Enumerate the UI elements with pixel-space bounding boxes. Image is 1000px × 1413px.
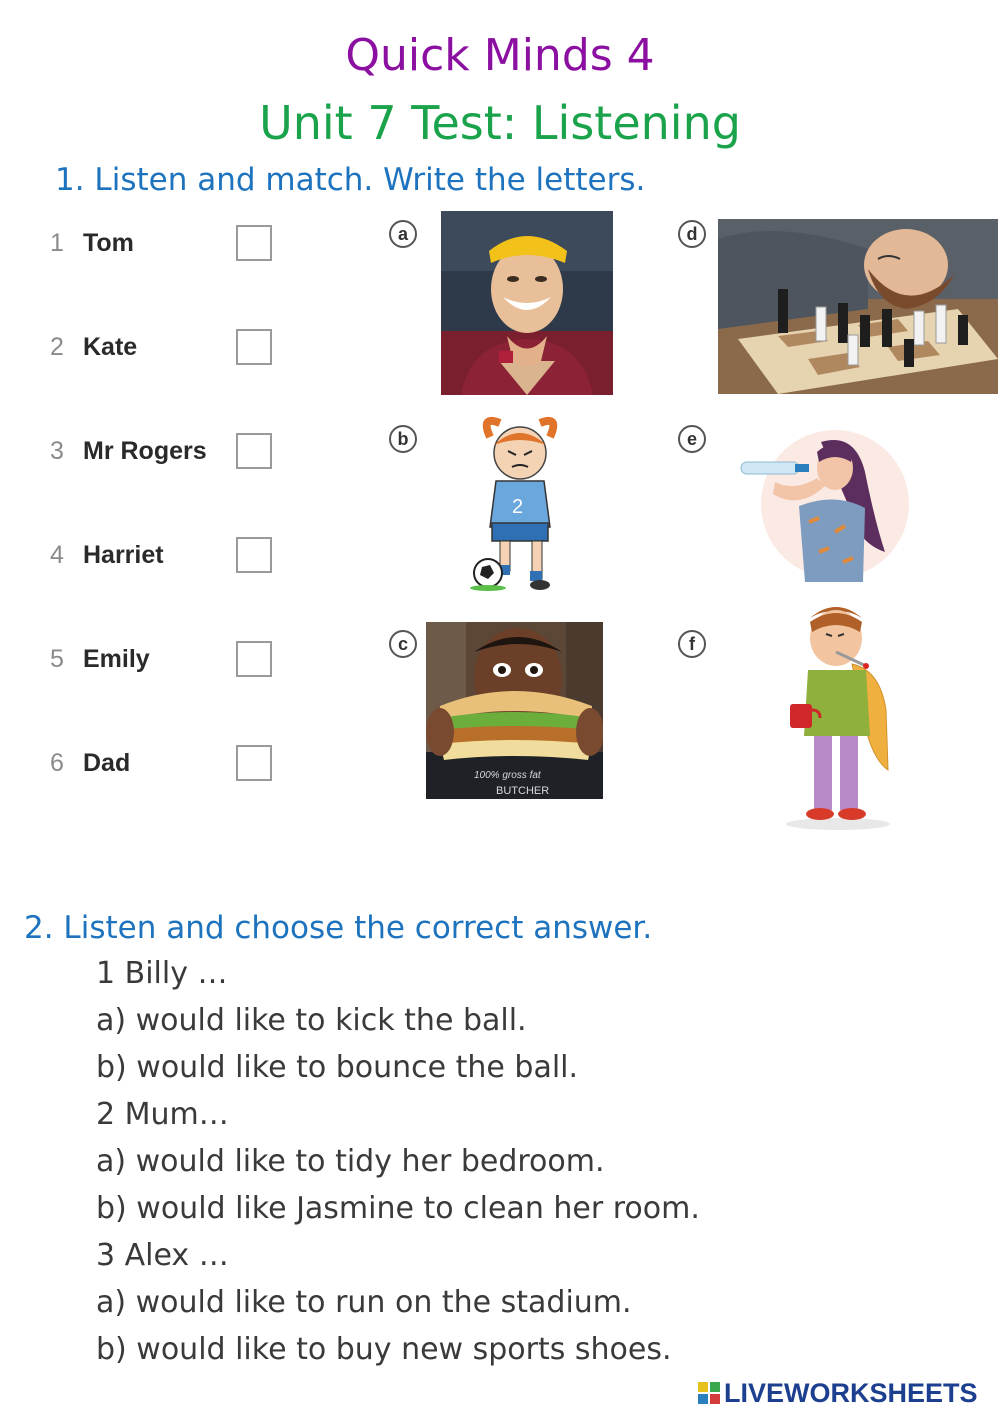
picture-letter-f: f xyxy=(678,630,706,658)
shirt-text: 100% gross fat xyxy=(474,770,541,781)
picture-letter-e: e xyxy=(678,425,706,453)
answer-box-6[interactable] xyxy=(236,745,272,781)
match-row-2 xyxy=(50,329,280,369)
item-number: 4 xyxy=(50,541,64,569)
angry-girl-football-cartoon xyxy=(460,415,580,593)
question-3-option-a[interactable]: a) would like to run on the stadium. xyxy=(96,1285,632,1320)
answer-box-1[interactable] xyxy=(236,225,272,261)
picture-letter-b: b xyxy=(389,425,417,453)
section2-heading: 2. Listen and choose the correct answer. xyxy=(24,910,653,946)
match-row-5 xyxy=(50,641,280,681)
person-name: Emily xyxy=(83,645,150,673)
worksheet-subtitle: Unit 7 Test: Listening xyxy=(259,96,741,150)
section1-heading: 1. Listen and match. Write the letters. xyxy=(55,162,646,198)
svg-text:2: 2 xyxy=(512,496,524,518)
shirt-text-butcher: BUTCHER xyxy=(496,785,550,797)
liveworksheets-logo-icon xyxy=(698,1382,720,1404)
match-row-3 xyxy=(50,433,280,473)
question-2-option-a[interactable]: a) would like to tidy her bedroom. xyxy=(96,1144,605,1179)
question-2-option-b[interactable]: b) would like Jasmine to clean her room. xyxy=(96,1191,700,1226)
person-name: Mr Rogers xyxy=(83,437,207,465)
match-row-4 xyxy=(50,537,280,577)
answer-box-3[interactable] xyxy=(236,433,272,469)
picture-letter-c: c xyxy=(389,630,417,658)
answer-box-2[interactable] xyxy=(236,329,272,365)
item-number: 6 xyxy=(50,749,64,777)
sick-boy-with-thermometer-cartoon xyxy=(770,600,905,832)
item-number: 1 xyxy=(50,229,64,257)
person-name: Dad xyxy=(83,749,131,777)
answer-box-4[interactable] xyxy=(236,537,272,573)
person-name: Tom xyxy=(83,229,134,257)
question-2-prompt: 2 Mum… xyxy=(96,1097,229,1132)
item-number: 5 xyxy=(50,645,64,673)
match-row-6 xyxy=(50,745,280,785)
match-row-1 xyxy=(50,225,280,265)
man-sleeping-on-chessboard-photo xyxy=(718,219,998,394)
man-eating-sandwich-photo xyxy=(426,622,603,799)
woman-drinking-water-illustration xyxy=(735,422,910,587)
question-3-prompt: 3 Alex … xyxy=(96,1238,229,1273)
laughing-tennis-player-photo xyxy=(441,211,613,395)
question-1-option-b[interactable]: b) would like to bounce the ball. xyxy=(96,1050,579,1085)
worksheet-title: Quick Minds 4 xyxy=(345,30,655,81)
item-number: 3 xyxy=(50,437,64,465)
brand-name: LIVEWORKSHEETS xyxy=(724,1378,978,1408)
person-name: Kate xyxy=(83,333,138,361)
question-3-option-b[interactable]: b) would like to buy new sports shoes. xyxy=(96,1332,672,1367)
question-1-prompt: 1 Billy … xyxy=(96,956,228,991)
item-number: 2 xyxy=(50,333,64,361)
person-name: Harriet xyxy=(83,541,164,569)
question-1-option-a[interactable]: a) would like to kick the ball. xyxy=(96,1003,527,1038)
picture-letter-a: a xyxy=(389,220,417,248)
answer-box-5[interactable] xyxy=(236,641,272,677)
picture-letter-d: d xyxy=(678,220,706,248)
